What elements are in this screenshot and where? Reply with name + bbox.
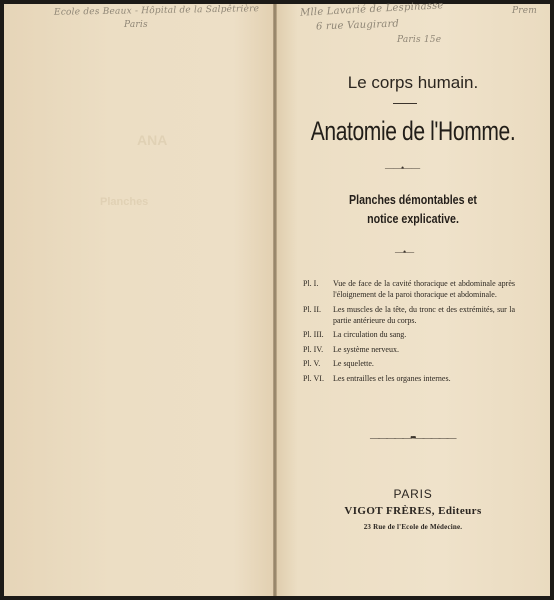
plates-heading-line: Planches démontables et: [349, 192, 477, 207]
plate-description: La circulation du sang.: [333, 330, 407, 339]
plate-number: Pl. III.: [303, 330, 324, 339]
page-subtitle: Le corps humain.: [347, 73, 479, 92]
handwritten-note: Ecole des Beaux - Hôpital de la Salpêtrière: [53, 4, 260, 18]
plates-list: [303, 278, 515, 387]
show-through-text: ANA: [137, 132, 168, 148]
plate-description: Vue de face de la cavité thoracique et abdominale après l'éloignement de la paroi thoracique et abdominale.: [333, 279, 515, 299]
handwritten-note: Paris 15e: [397, 35, 442, 45]
plate-number: Pl. I.: [303, 279, 319, 288]
plate-entry: [303, 373, 515, 384]
plate-entry: [303, 304, 515, 326]
plate-entry: [303, 358, 515, 369]
plate-entry: [303, 329, 515, 340]
plate-number: Pl. IV.: [303, 344, 324, 354]
show-through-text: Planches: [100, 196, 149, 208]
plate-description: Le squelette.: [333, 359, 374, 368]
ornament-divider: —•—: [395, 247, 414, 257]
plate-description: Le système nerveux.: [333, 344, 399, 354]
handwritten-note: Paris: [124, 20, 148, 30]
ornament-divider: ——•——: [385, 163, 420, 173]
plate-description: Les muscles de la tête, du tronc et des extrémités, sur la partie antérieure du corps.: [333, 304, 515, 325]
plate-number: Pl. II.: [303, 304, 321, 314]
imprint-address: 23 Rue de l'Ecole de Médecine.: [363, 523, 463, 531]
handwritten-note: 6 rue Vaugirard: [315, 18, 400, 33]
page-title: Anatomie de l'Homme.: [310, 116, 516, 146]
imprint-publisher: VIGOT FRÈRES, Editeurs: [344, 505, 482, 517]
plate-description: Les entrailles et les organes internes.: [333, 373, 451, 383]
imprint-city: PARIS: [393, 487, 433, 501]
plates-heading-line: notice explicative.: [367, 211, 459, 226]
plate-number: Pl. VI.: [303, 373, 324, 383]
handwritten-note: Mlle Lavarié de Lespinasse: [299, 0, 444, 19]
plates-heading: [301, 190, 526, 228]
plate-number: Pl. V.: [303, 359, 321, 368]
left-page-inner-cover: [4, 4, 274, 596]
handwritten-note: Prem: [512, 6, 538, 16]
ornament-divider: —————•••—————: [370, 433, 455, 444]
divider-rule: [393, 103, 417, 104]
plate-entry: [303, 344, 515, 355]
plate-entry: [303, 278, 515, 300]
